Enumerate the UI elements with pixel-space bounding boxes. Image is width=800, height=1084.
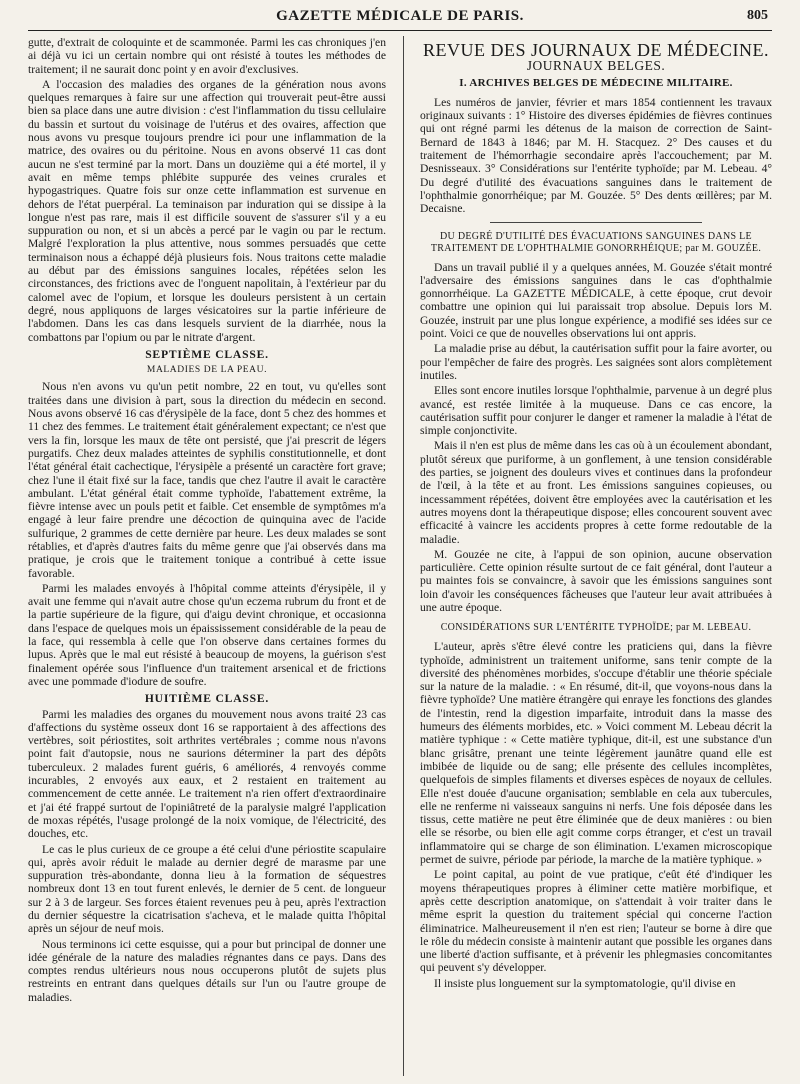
paragraph: La maladie prise au début, la cautérisation suffit pour la faire avorter, ou pour l'empêcher de faire des progrès. Les saignées sont alors complètement inutiles. (420, 342, 772, 382)
paragraph: A l'occasion des maladies des organes de la génération nous avons quelques remarques à faire sur une affection qui trouverait peut-être aussi bien sa place dans une autre division : c'est l'inflammation du tissu cellulaire du bassin et surtout du voisinage de l'utérus et des ovaires, affection que nous avons vu presque toujours prendre ici pour une inflammation de la matrice, des ovaires ou du péritoine. Nous en avons observé 11 cas dont aucun ne s'est terminé par la mort. Dans un douzième qui a été mortel, il y avait en même temps phlébite suppurée des veines crurales et hypogastriques. Quatre fois sur onze cette inflammation est survenue en dehors de l'état puerpéral. La teminaison par induration qui se dissipe à la longue n'est pas rare, mais il est difficile souvent de s'assurer s'il y a eu suppuration ou non, et si un abcès a percé par le vagin ou par le rectum. Malgré l'exploration la plus attentive, nous sommes persuadés que cette terminaison nous a échappé déjà plusieurs fois. Nous traitons cette maladie au début par des émissions sanguines locales, répétées selon les circonstances, des frictions avec de l'onguent napolitain, à l'extérieur par du calomel avec de l'opium, et lorsque les douleurs persistent à un certain degré, nous appliquons de larges vésicatoires sur la partie inférieure de l'abdomen. Dans les cas dans lesquels survient de la diarrhée, nous la combattons par l'opium ou par le nitrate d'argent. (28, 77, 386, 344)
review-title: REVUE DES JOURNAUX DE MÉDECINE. (423, 40, 769, 60)
right-column (420, 36, 772, 1082)
paragraph: Mais il n'en est plus de même dans les cas où à un écoulement abondant, plutôt séreux que puriforme, à un gonflement, à une tension considérable des parties, se joignent des douleurs vives et continues dans la profondeur de l'œil, à la tête et au front. Les émissions sanguines copieuses, ou incessamment répétées, doivent être employées avec la cautérisation et les autres moyens dont la thérapeutique dispose; elles concourent souvent avec efficacité à vaincre les accidents propres à cette forme redoutable de la maladie. (420, 439, 772, 546)
journal-section-heading: I. ARCHIVES BELGES DE MÉDECINE MILITAIRE. (459, 76, 733, 89)
paragraph: Nous terminons ici cette esquisse, qui a pour but principal de donner une idée générale de la nature des maladies régnantes dans ce pays. Dans des comptes rendus ultérieurs nous nous occuperons plutôt de sujets plus restreints en entrant dans quelques détails sur l'un ou l'autre groupe de maladies. (28, 937, 386, 1004)
section-heading: SEPTIÈME CLASSE. (145, 347, 269, 361)
subsection-heading: MALADIES DE LA PEAU. (146, 365, 268, 376)
article-heading: DU DEGRÉ D'UTILITÉ DES ÉVACUATIONS SANGUINES DANS LE TRAITEMENT DE L'OPHTHALMIE GONORRHÉIQUE; par M. GOUZÉE. (430, 230, 762, 254)
article-heading: CONSIDÉRATIONS SUR L'ENTÉRITE TYPHOÏDE; par M. LEBEAU. (440, 622, 752, 634)
paragraph: Le cas le plus curieux de ce groupe a été celui d'une périostite scapulaire qui, après avoir réduit le malade au dernier degré de marasme par une suppuration très-abondante, donna lieu à la formation de séquestres nombreux dont 13 en tout furent enlevés, le dernier de 5 cent. de longueur sur 2 à 3 de largeur. Ses forces étaient revenues peu à peu, après l'extraction du dernier séquestre la cicatrisation s'acheva, et le malade quitta l'hôpital après un séjour de neuf mois. (28, 842, 386, 936)
separator-rule (490, 222, 702, 223)
section-heading: HUITIÈME CLASSE. (144, 692, 270, 706)
paragraph: Nous n'en avons vu qu'un petit nombre, 22 en tout, vu qu'elles sont traitées dans une division à part, sous la direction du médecin en second. Nous avons observé 16 cas d'érysipèle de la face, dont 5 chez des hommes et 11 chez des femmes. Le traitement était généralement expectant; ce n'est que vers la fin, lorsque les maux de tête ont persisté, que j'ai prescrit de légers purgatifs. Chez deux malades atteintes de syphilis constitutionnelle, et dont l'état général était cachectique, l'érysipèle a présenté un caractère fort grave; chez l'une il était fixé sur la face, tandis que chez l'autre il avait le caractère ambulant. L'état général était comme typhoïde, l'abattement extrême, la fièvre intense avec un pouls petit et faible. Cet ensemble de symptômes m'a engagé à leur faire prendre une décoction de quinquina avec de l'acide sulfurique, 2 grammes de cette dernière par heure. Les deux malades se sont rétablies, et d'après d'autres faits du même genre que j'ai observés dans ma pratique, je crois que le traitement tonique a contribué à cette issue favorable. (28, 380, 386, 580)
paragraph: gutte, d'extrait de coloquinte et de scammonée. Parmi les cas chroniques j'en ai déjà vu ici un certain nombre qui ont résisté à toutes les méthodes de traitement; il ne saurait donc point y en avoir d'exclusives. (28, 36, 386, 76)
review-subtitle: JOURNAUX BELGES. (526, 58, 666, 74)
left-column (28, 36, 386, 1082)
page-number: 805 (747, 8, 768, 23)
journal-title: GAZETTE MÉDICALE DE PARIS. (276, 8, 524, 24)
paragraph: Parmi les malades envoyés à l'hôpital comme atteints d'érysipèle, il y avait une femme qui n'avait autre chose qu'un eczema rubrum du front et de la partie supérieure de la figure, qui d'aigu devint chronique, et occasionna dans l'espace de quelques mois un épaississement considérable de la peau de la face, qui ressembla à celle que l'on observe dans certaines formes du lupus. Après que le mal eut résisté à beaucoup de moyens, la guérison s'est finalement opérée sous l'influence d'un traitement arsenical et de frictions avec une pommade d'iodure de soufre. (28, 581, 386, 688)
paragraph: Les numéros de janvier, février et mars 1854 contiennent les travaux originaux suivants : 1° Histoire des diverses épidémies de fièvres continues qui ont régné parmi les détenus de la maison de correction de Saint-Bernard de 1843 à 1846; par M. H. Stacquez. 2° Des causes et du traitement de l'hémorrhagie secondaire après l'accouchement; par M. Desnisseaux. 3° Considérations sur l'entérite typhoïde; par M. Lebeau. 4° Du degré d'utilité des évacuations sanguines dans le traitement de l'ophthalmie gonorrhéique; par M. Gouzée. 5° Des dents œillères; par M. Decaisne. (420, 95, 772, 216)
paragraph: Dans un travail publié il y a quelques années, M. Gouzée s'était montré l'adversaire des émissions sanguines dans le cas d'ophthalmie gonnorrhéique. La GAZETTE MÉDICALE, à cette époque, crut devoir combattre une opinion qui lui paraissait trop absolue. Depuis lors M. Gouzée, instruit par une plus longue expérience, a modifié ses idées sur ce point. Voici ce que de nouvelles observations lui ont appris. (420, 260, 772, 341)
paragraph: Parmi les maladies des organes du mouvement nous avons traité 23 cas d'affections du système osseux dont 16 se rapportaient à des affections des vertèbres, soit périostites, soit arthrites vertébrales ; comme nous n'avons point fait d'autopsie, nous ne saurions déterminer la part des dépôts tuberculeux. 2 malades furent guéris, 6 améliorés, 4 renvoyés comme incurables, 2 envoyés aux eaux, et 2 restaient en traitement au commencement de cette année. Le traitement n'a rien offert d'extraordinaire et j'ai été frappé surtout de l'opiniâtreté de la paralysie malgré l'application de moxas répétés, l'usage prolongé de la noix vomique, de l'électricité, des douches, etc. (28, 707, 386, 841)
paragraph: Elles sont encore inutiles lorsque l'ophthalmie, parvenue à un degré plus avancé, est restée limitée à la muqueuse. Dans ce cas encore, la cautérisation suffit pour conjurer le danger et ramener la maladie à l'état de simple conjonctivite. (420, 384, 772, 438)
column-divider (403, 36, 404, 1076)
paragraph: L'auteur, après s'être élevé contre les praticiens qui, dans la fièvre typhoïde, administrent un traitement uniforme, sans tenir compte de la diversité des phénomènes morbides, s'occupe d'établir une théorie spéciale sur la nature de la maladie. : « En résumé, dit-il, que voyons-nous dans la fièvre typhoïde? Une matière étrangère qui enraye les fonctions des glandes de l'intestin, rend la digestion imparfaite, introduit dans la masse des humeurs des éléments morbides, etc. » Voici comment M. Lebeau décrit la matière typhique : « Cette matière typhique, dit-il, est une substance d'un blanc grisâtre, prenant une teinte légèrement jaunâtre quand elle est imbibée de liquide ou de sang; elle présente des cellules incomplètes, quelquefois de simples filaments et diverses espèces de noyaux de cellules. Elle n'est douée d'aucune organisation; semblable en cela aux tubercules, elle ne renferme ni vaisseaux sanguins ni nerfs. Une fois déposée dans les tissus, cette matière ne peut être éliminée que de deux manières : ou bien elle se résorbe, ou bien elle agit comme corps étranger, et c'est un travail inflammatoire qui se charge de son élimination. L'examen microscopique permet de suivre, période par période, la marche de la matière typhique. » (420, 640, 772, 867)
running-header (28, 6, 772, 31)
paragraph: M. Gouzée ne cite, à l'appui de son opinion, aucune observation particulière. Cette opinion résulte surtout de ce fait général, dont l'auteur a pu maintes fois se convaincre, à savoir que les émissions sanguines sont loin d'avoir les conséquences fâcheuses que l'auteur leur avait attribuées à une autre époque. (420, 547, 772, 614)
paragraph: Le point capital, au point de vue pratique, c'eût été d'indiquer les moyens thérapeutiques propres à éliminer cette matière morbifique, et après cette description anatomique, on s'attendait à voir traiter dans le même esprit la question du traitement spécial qui concerne l'action éliminatrice. Malheureusement il n'en est rien; l'auteur se borne à dire que le rôle du médecin consiste à maintenir autant que possible les organes dans une liberté d'action suffisante, et à prévenir les phlegmasies concomitantes qui peuvent s'y développer. (420, 868, 772, 975)
paragraph: Il insiste plus longuement sur la symptomatologie, qu'il divise en (434, 976, 736, 990)
